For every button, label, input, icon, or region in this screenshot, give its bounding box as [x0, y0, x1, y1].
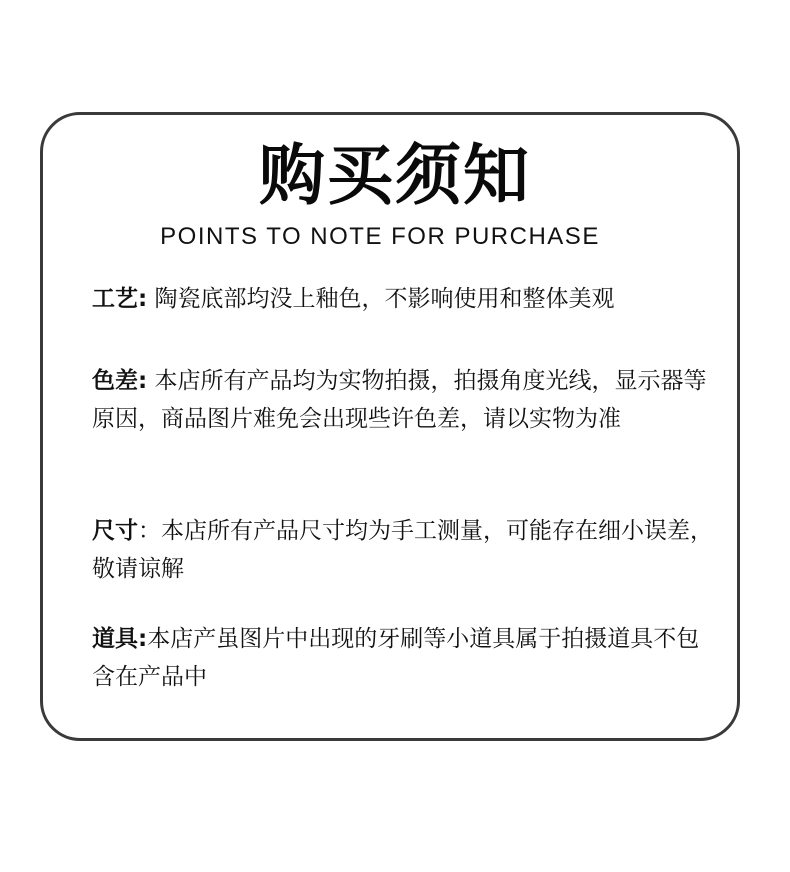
note-color-difference-text: 本店所有产品均为实物拍摄，拍摄角度光线，显示器等原因，商品图片难免会出现些许色差，请以实物为准	[92, 368, 707, 432]
page-subtitle: POINTS TO NOTE FOR PURCHASE	[160, 223, 600, 250]
note-craft-label: 工艺:	[92, 286, 148, 312]
note-craft	[92, 280, 722, 318]
note-size-label: 尺寸	[92, 518, 138, 544]
note-props-label: 道具:	[92, 626, 148, 652]
note-size	[92, 512, 722, 588]
note-color-difference	[92, 362, 722, 438]
note-color-difference-label: 色差:	[92, 368, 148, 394]
note-props	[92, 620, 722, 696]
note-craft-text: 陶瓷底部均没上釉色，不影响使用和整体美观	[147, 286, 615, 312]
page-title: 购买须知	[259, 137, 531, 214]
note-size-text: ：本店所有产品尺寸均为手工测量，可能存在细小误差，敬请谅解	[92, 518, 713, 582]
note-props-text: 本店产虽图片中出现的牙刷等小道具属于拍摄道具不包含在产品中	[92, 626, 700, 690]
